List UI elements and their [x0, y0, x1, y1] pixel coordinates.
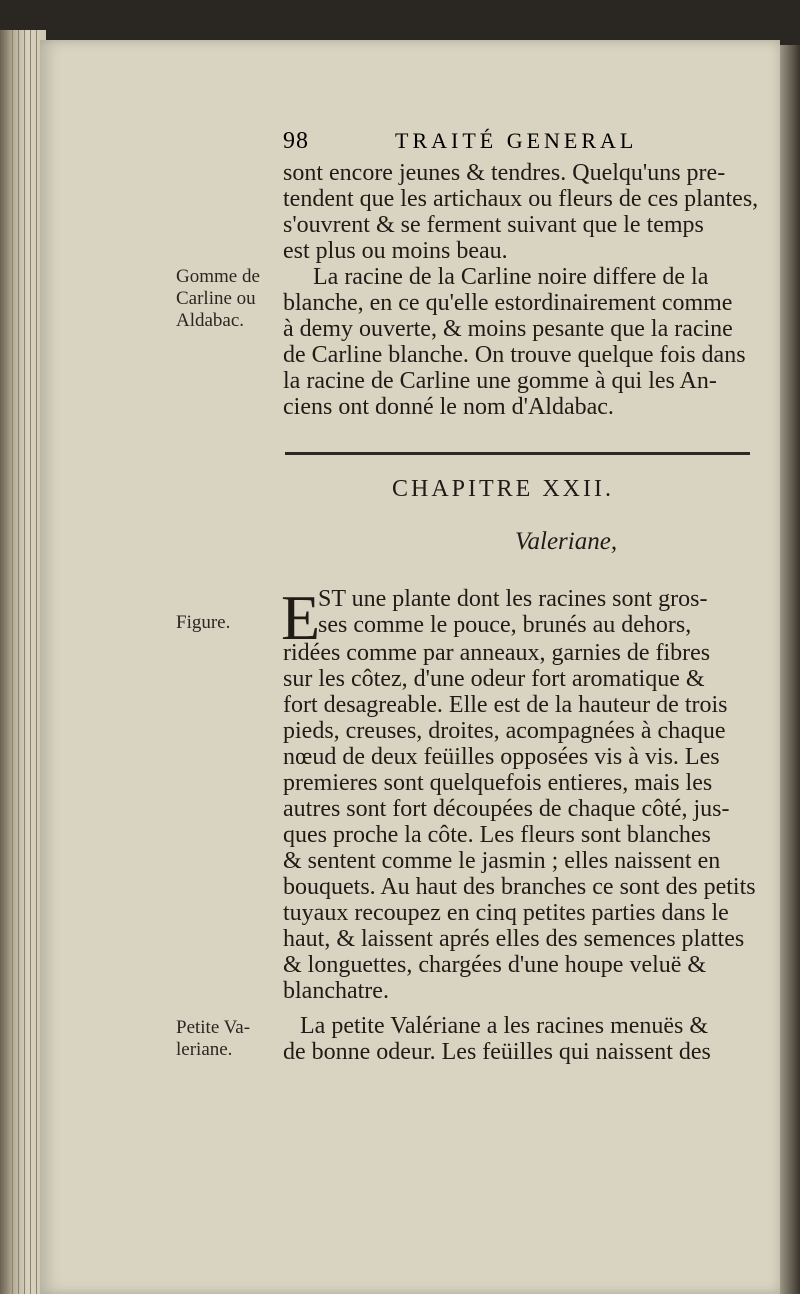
text-line: La racine de la Carline noire differe de la	[313, 264, 709, 290]
section-divider-rule	[285, 452, 750, 455]
text-line: autres sont fort découpées de chaque côté, jus-	[283, 796, 730, 822]
margin-note-line: Petite Va-	[176, 1017, 251, 1038]
page-number: 98	[283, 128, 309, 154]
text-line: fort desagreable. Elle est de la hauteur de trois	[283, 692, 728, 718]
text-line: nœud de deux feüilles opposées vis à vis. Les	[283, 744, 720, 770]
text-line: ridées comme par anneaux, garnies de fibres	[283, 640, 711, 666]
text-line: ses comme le pouce, brunés au dehors,	[318, 612, 692, 638]
text-line: blanche, en ce qu'elle estordinairement comme	[283, 290, 733, 316]
text-line: tendent que les artichaux ou fleurs de ces plantes,	[283, 186, 759, 212]
text-line: La petite Valériane a les racines menuës &	[300, 1013, 709, 1039]
text-line: ques proche la côte. Les fleurs sont blanches	[283, 822, 711, 848]
drop-capital: E	[281, 582, 321, 653]
running-title: TRAITÉ GENERAL	[395, 128, 638, 153]
text-line: premieres sont quelquefois entieres, mais les	[283, 770, 713, 796]
text-line: sur les côtez, d'une odeur fort aromatique &	[283, 666, 705, 692]
text-line: pieds, creuses, droites, acompagnées à chaque	[283, 718, 726, 744]
running-header	[283, 128, 753, 164]
text-line: ST une plante dont les racines sont gros-	[318, 586, 708, 612]
facing-page-edge	[780, 45, 800, 1294]
margin-note-line: leriane.	[176, 1039, 233, 1060]
text-line: s'ouvrent & se ferment suivant que le temps	[283, 212, 704, 238]
text-line: est plus ou moins beau.	[283, 238, 508, 264]
text-line: la racine de Carline une gomme à qui les An-	[283, 368, 717, 394]
text-line: & sentent comme le jasmin ; elles naissent en	[283, 848, 721, 874]
margin-note-line: Aldabac.	[176, 310, 245, 331]
chapter-subtitle: Valeriane,	[515, 528, 618, 555]
text-line: blanchatre.	[283, 978, 389, 1004]
text-line: bouquets. Au haut des branches ce sont des petits	[283, 874, 756, 900]
text-line: tuyaux recoupez en cinq petites parties dans le	[283, 900, 729, 926]
margin-note-line: Gomme de	[176, 266, 260, 287]
text-line: & longuettes, chargées d'une houpe veluë &	[283, 952, 707, 978]
margin-note-line: Figure.	[176, 612, 231, 633]
text-line: ciens ont donné le nom d'Aldabac.	[283, 394, 614, 420]
chapter-heading: CHAPITRE XXII.	[392, 476, 614, 502]
margin-note-line: Carline ou	[176, 288, 256, 309]
text-line: de bonne odeur. Les feüilles qui naissent des	[283, 1039, 711, 1065]
text-line: haut, & laissent aprés elles des semences plattes	[283, 926, 745, 952]
text-line: sont encore jeunes & tendres. Quelqu'uns pre-	[283, 160, 726, 186]
text-line: à demy ouverte, & moins pesante que la racine	[283, 316, 733, 342]
text-line: de Carline blanche. On trouve quelque fois dans	[283, 342, 746, 368]
